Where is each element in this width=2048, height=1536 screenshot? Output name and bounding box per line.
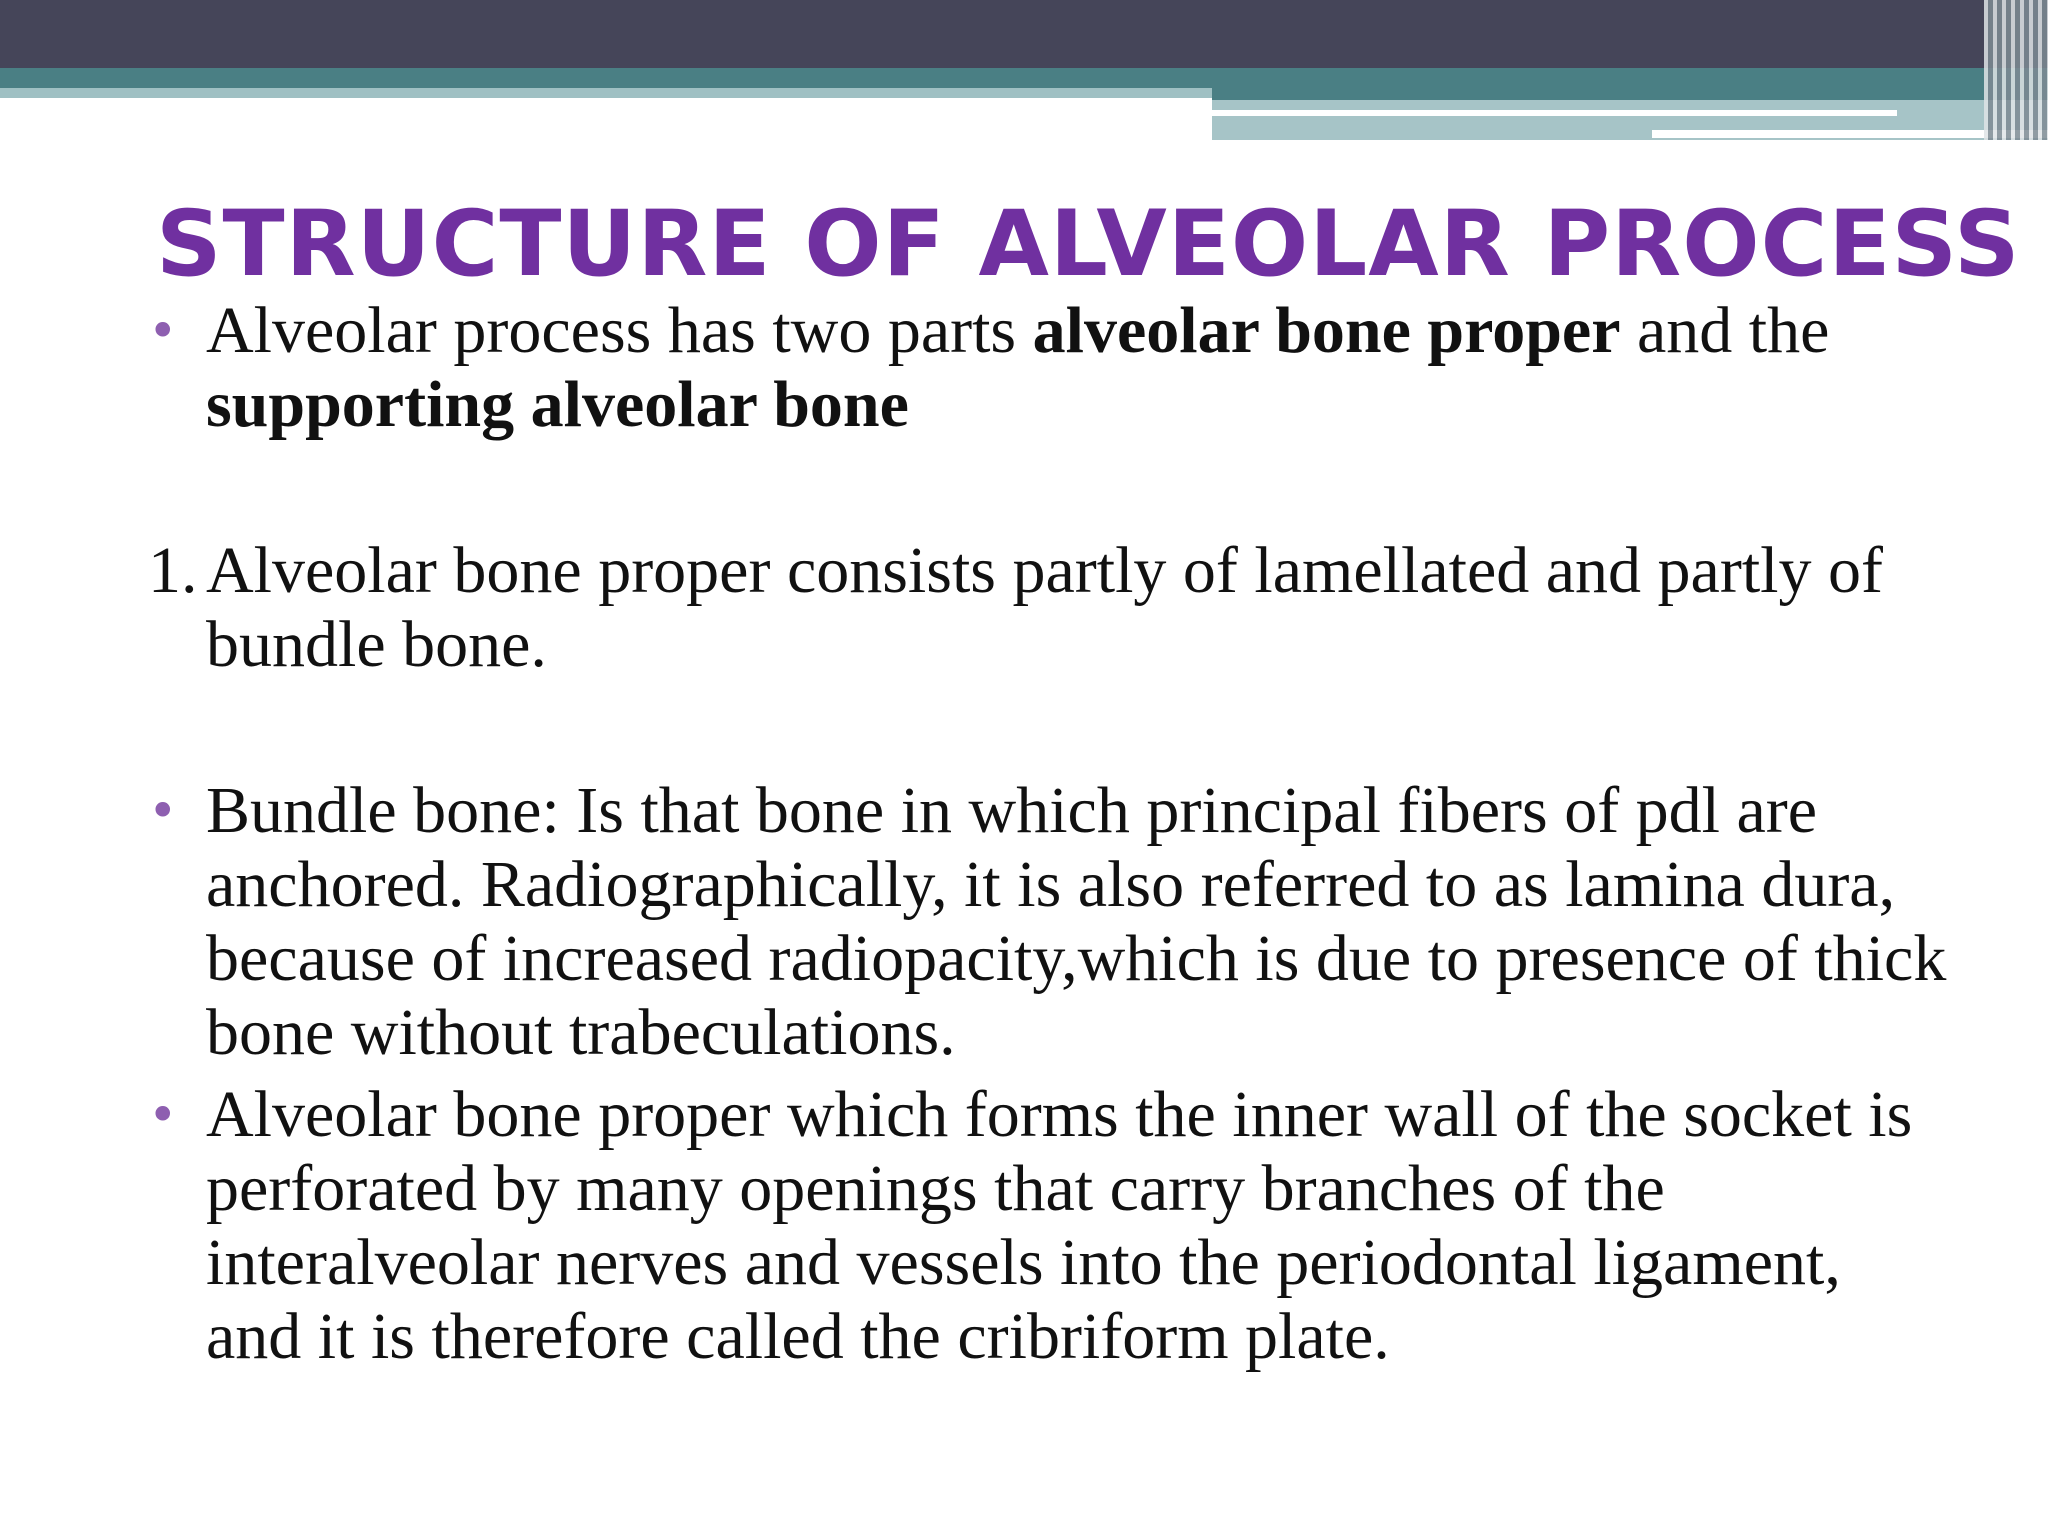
header-band-dark [0, 0, 2048, 68]
bullet-bundle-bone [148, 774, 1948, 1070]
slide-title: STRUCTURE OF ALVEOLAR PROCESS [156, 192, 2021, 297]
header-vertical-stripes [1984, 0, 2048, 140]
slide-body [148, 294, 1948, 1374]
item-1-text: Alveolar bone proper consists partly of lamellated and partly of bundle bone. [206, 534, 1883, 681]
intro-bold-1: alveolar bone proper [1032, 294, 1621, 367]
bundle-bone-text: Bundle bone: Is that bone in which principal fibers of pdl are anchored. Radiographically, it is also referred to as lamina dura, because of increased radiopacity,which is due to presence of thick bone without trabeculations. [206, 774, 1947, 1069]
bullet-icon: • [148, 302, 178, 360]
header-divider-line [1212, 110, 1897, 116]
bullet-icon: • [148, 1086, 178, 1144]
header-band-teal-right [1212, 68, 2048, 100]
intro-text-2: and the [1620, 294, 1830, 367]
header-band-teal-light [0, 88, 1212, 98]
bullet-cribriform-plate [148, 1078, 1948, 1374]
item-number: 1. [148, 534, 198, 607]
intro-text-1: Alveolar process has two parts [206, 294, 1033, 367]
bullet-intro [148, 294, 1948, 442]
numbered-item-1 [148, 534, 1948, 682]
bullet-icon: • [148, 782, 178, 840]
header-band-teal [0, 68, 1212, 88]
cribriform-text: Alveolar bone proper which forms the inner wall of the socket is perforated by many openings that carry branches of the interalveolar nerves and vessels into the periodontal ligament, and it is therefore called the cribriform plate. [206, 1078, 1913, 1373]
intro-bold-2: supporting alveolar bone [206, 368, 909, 441]
